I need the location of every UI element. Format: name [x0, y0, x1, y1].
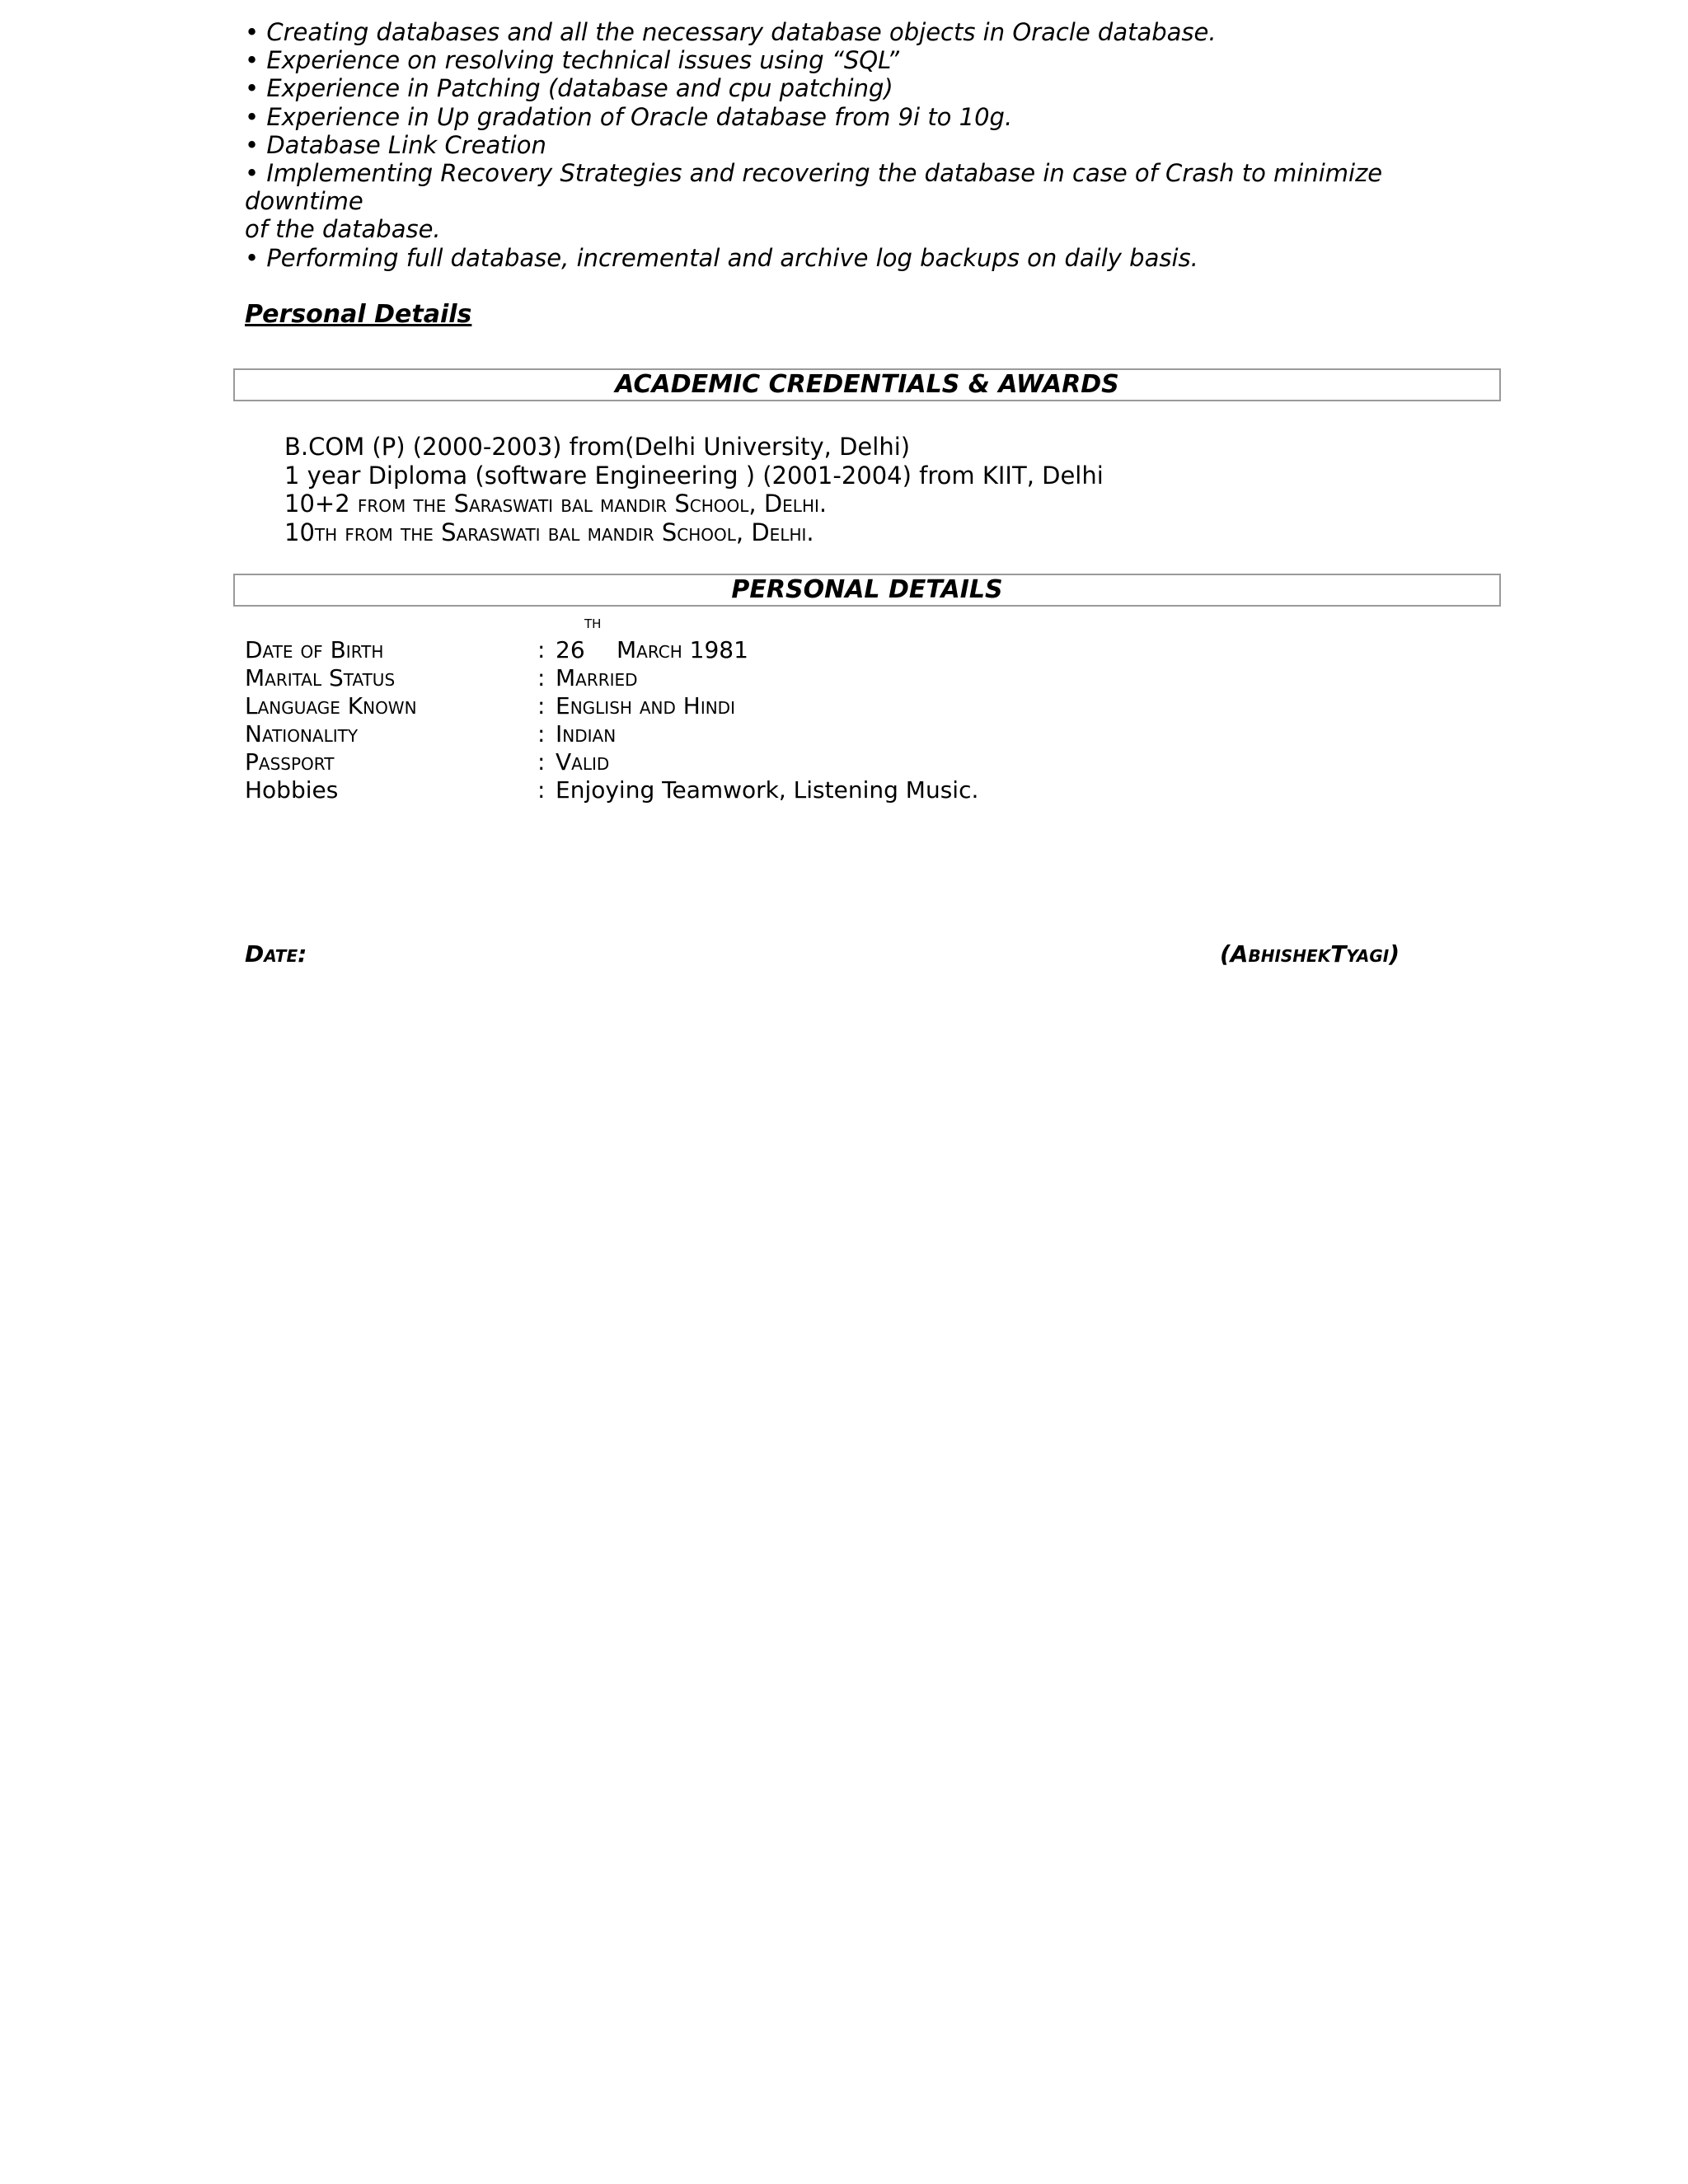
detail-row-passport: [245, 748, 1234, 776]
detail-row-hobbies: [245, 776, 1234, 804]
academic-section-header: [233, 368, 1501, 401]
personal-details-heading: Personal Details: [245, 300, 472, 329]
academic-item: [245, 462, 1481, 490]
superscript-row: [245, 612, 1234, 636]
colon: :: [537, 692, 546, 719]
detail-row-marital: [245, 664, 1234, 692]
dob-value: [556, 636, 748, 664]
experience-bullet-list: [245, 18, 1498, 272]
experience-bullet: • Database Link Creation: [245, 130, 546, 159]
language-label: Language Known: [245, 692, 417, 719]
academic-item-text: 10th from the Saraswati bal mandir School, Delhi.: [284, 518, 814, 546]
experience-bullet: • Implementing Recovery Strategies and recovering the database in case of Crash to minimize downtime: [245, 159, 1383, 216]
academic-list: [245, 433, 1481, 546]
detail-row-nationality: [245, 720, 1234, 748]
nationality-value: Indian: [556, 720, 617, 748]
colon: :: [537, 776, 546, 804]
personal-details-table: [245, 612, 1234, 804]
experience-bullet: • Performing full database, incremental and archive log backups on daily basis.: [245, 243, 1198, 272]
language-value: English and Hindi: [556, 692, 735, 719]
date-label: Date:: [245, 940, 307, 968]
colon: :: [537, 748, 546, 776]
colon: :: [537, 636, 546, 663]
academic-item: [245, 518, 1481, 547]
hobbies-label: Hobbies: [245, 776, 339, 804]
academic-item-text: B.COM (P) (2000-2003) from(Delhi University, Delhi): [284, 433, 911, 461]
marital-label: Marital Status: [245, 664, 396, 691]
academic-heading: ACADEMIC CREDENTIALS & AWARDS: [615, 370, 1119, 399]
detail-row-language: [245, 692, 1234, 720]
experience-bullet: • Creating databases and all the necessary database objects in Oracle database.: [245, 18, 1217, 46]
personal-heading: PERSONAL DETAILS: [731, 575, 1003, 604]
detail-row-dob: [245, 636, 1234, 664]
experience-bullet: • Experience in Patching (database and cpu patching): [245, 74, 893, 103]
colon: :: [537, 664, 546, 691]
academic-item: [245, 433, 1481, 462]
experience-bullet: • Experience in Up gradation of Oracle database from 9i to 10g.: [245, 102, 1013, 131]
academic-item-text: 10+2 from the Saraswati bal mandir School, Delhi.: [284, 490, 828, 518]
dob-day: 26: [556, 636, 585, 663]
experience-bullet: • Experience on resolving technical issues using “SQL”: [245, 46, 900, 75]
hobbies-value: Enjoying Teamwork, Listening Music.: [556, 776, 979, 804]
personal-section-header: [233, 574, 1501, 607]
academic-item-text: 1 year Diploma (software Engineering ) (2001-2004) from KIIT, Delhi: [284, 461, 1104, 490]
dob-label: Date of Birth: [245, 636, 384, 663]
signature-name: (AbhishekTyagi): [1220, 940, 1400, 968]
colon: :: [537, 720, 546, 748]
passport-value: Valid: [556, 748, 610, 776]
academic-item: [245, 490, 1481, 518]
experience-bullet-continuation: of the database.: [245, 215, 441, 244]
dob-month-year: March 1981: [617, 636, 748, 663]
dob-superscript: th: [584, 612, 602, 633]
passport-label: Passport: [245, 748, 335, 776]
nationality-label: Nationality: [245, 720, 359, 748]
marital-value: Married: [556, 664, 638, 691]
